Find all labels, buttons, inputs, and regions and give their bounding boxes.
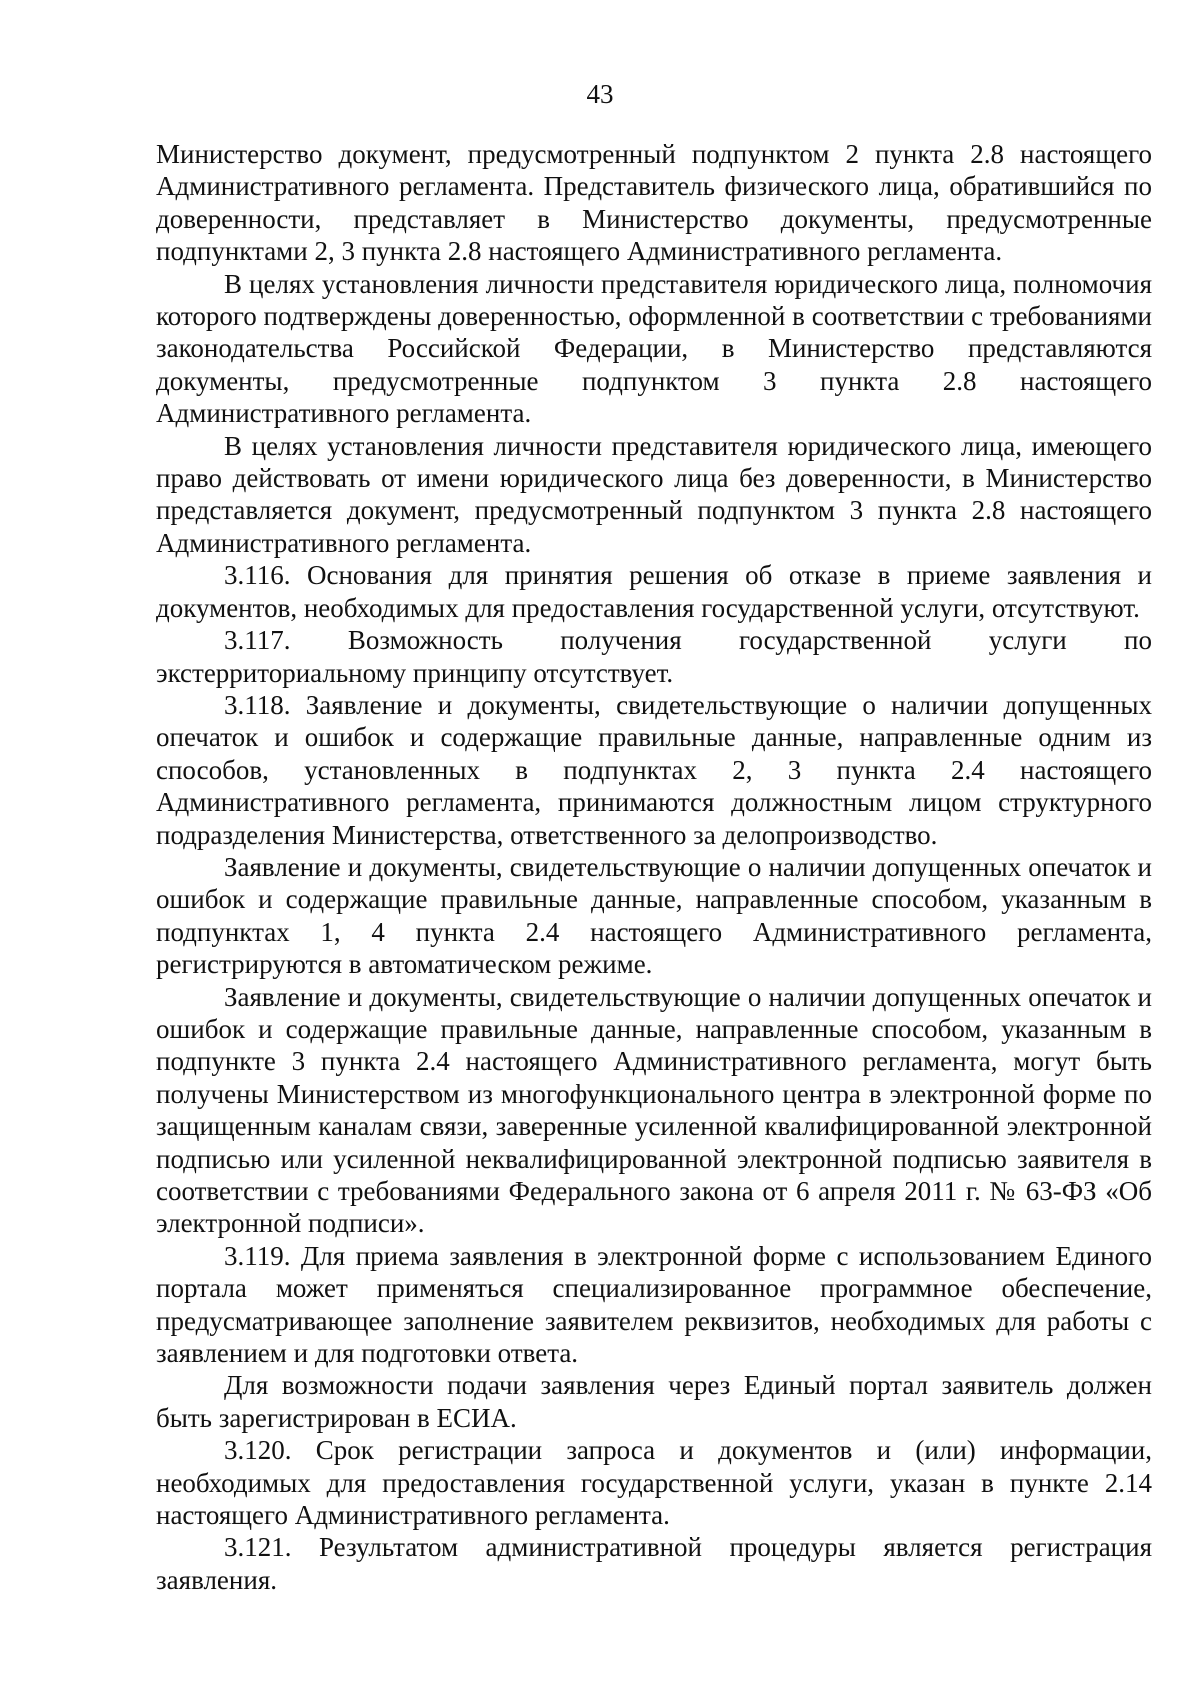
paragraph: В целях установления личности представителя юридического лица, полномочия которого подтверждены доверенностью, оформленной в соответствии с требованиями законодательства Российской Федерации, в Министерство представляются документы, предусмотренные подпунктом 3 пункта 2.8 настоящего Административного регламента. bbox=[156, 268, 1152, 429]
paragraph: 3.119. Для приема заявления в электронной форме с использованием Единого портала может применяться специализированное программное обеспечение, предусматривающее заполнение заявителем реквизитов, необходимых для работы с заявлением и для подготовки ответа. bbox=[156, 1240, 1152, 1369]
paragraph: 3.117. Возможность получения государственной услуги по экстерриториальному принципу отсутствует. bbox=[156, 625, 1152, 688]
page-number: 43 bbox=[586, 79, 614, 109]
paragraph: Министерство документ, предусмотренный подпунктом 2 пункта 2.8 настоящего Административного регламента. Представитель физического лица, обратившийся по доверенности, представляет в Министерство документы, предусмотренные подпунктами 2, 3 пункта 2.8 настоящего Административного регламента. bbox=[156, 139, 1152, 267]
paragraph: 3.120. Срок регистрации запроса и документов и (или) информации, необходимых для предоставления государственной услуги, указан в пункте 2.14 настоящего Административного регламента. bbox=[156, 1435, 1152, 1531]
document-body bbox=[156, 138, 1152, 1596]
paragraph: Для возможности подачи заявления через Единый портал заявитель должен быть зарегистрирован в ЕСИА. bbox=[156, 1370, 1152, 1433]
paragraph: 3.116. Основания для принятия решения об отказе в приеме заявления и документов, необходимых для предоставления государственной услуги, отсутствуют. bbox=[156, 560, 1152, 623]
paragraph: В целях установления личности представителя юридического лица, имеющего право действовать от имени юридического лица без доверенности, в Министерство представляется документ, предусмотренный подпунктом 3 пункта 2.8 настоящего Административного регламента. bbox=[156, 430, 1152, 558]
paragraph: Заявление и документы, свидетельствующие о наличии допущенных опечаток и ошибок и содержащие правильные данные, направленные способом, указанным в подпункте 3 пункта 2.4 настоящего Административного регламента, могут быть получены Министерством из многофункционального центра в электронной форме по защищенным каналам связи, заверенные усиленной квалифицированной электронной подписью или усиленной неквалифицированной электронной подписью заявителя в соответствии с требованиями Федерального закона от 6 апреля 2011 г. № 63-ФЗ «Об электронной подписи». bbox=[156, 981, 1152, 1239]
paragraph: 3.118. Заявление и документы, свидетельствующие о наличии допущенных опечаток и ошибок и содержащие правильные данные, направленные одним из способов, установленных в подпунктах 2, 3 пункта 2.4 настоящего Административного регламента, принимаются должностным лицом структурного подразделения Министерства, ответственного за делопроизводство. bbox=[156, 689, 1152, 850]
paragraph: Заявление и документы, свидетельствующие о наличии допущенных опечаток и ошибок и содержащие правильные данные, направленные способом, указанным в подпунктах 1, 4 пункта 2.4 настоящего Административного регламента, регистрируются в автоматическом режиме. bbox=[156, 851, 1152, 980]
paragraph: 3.121. Результатом административной процедуры является регистрация заявления. bbox=[156, 1532, 1152, 1595]
